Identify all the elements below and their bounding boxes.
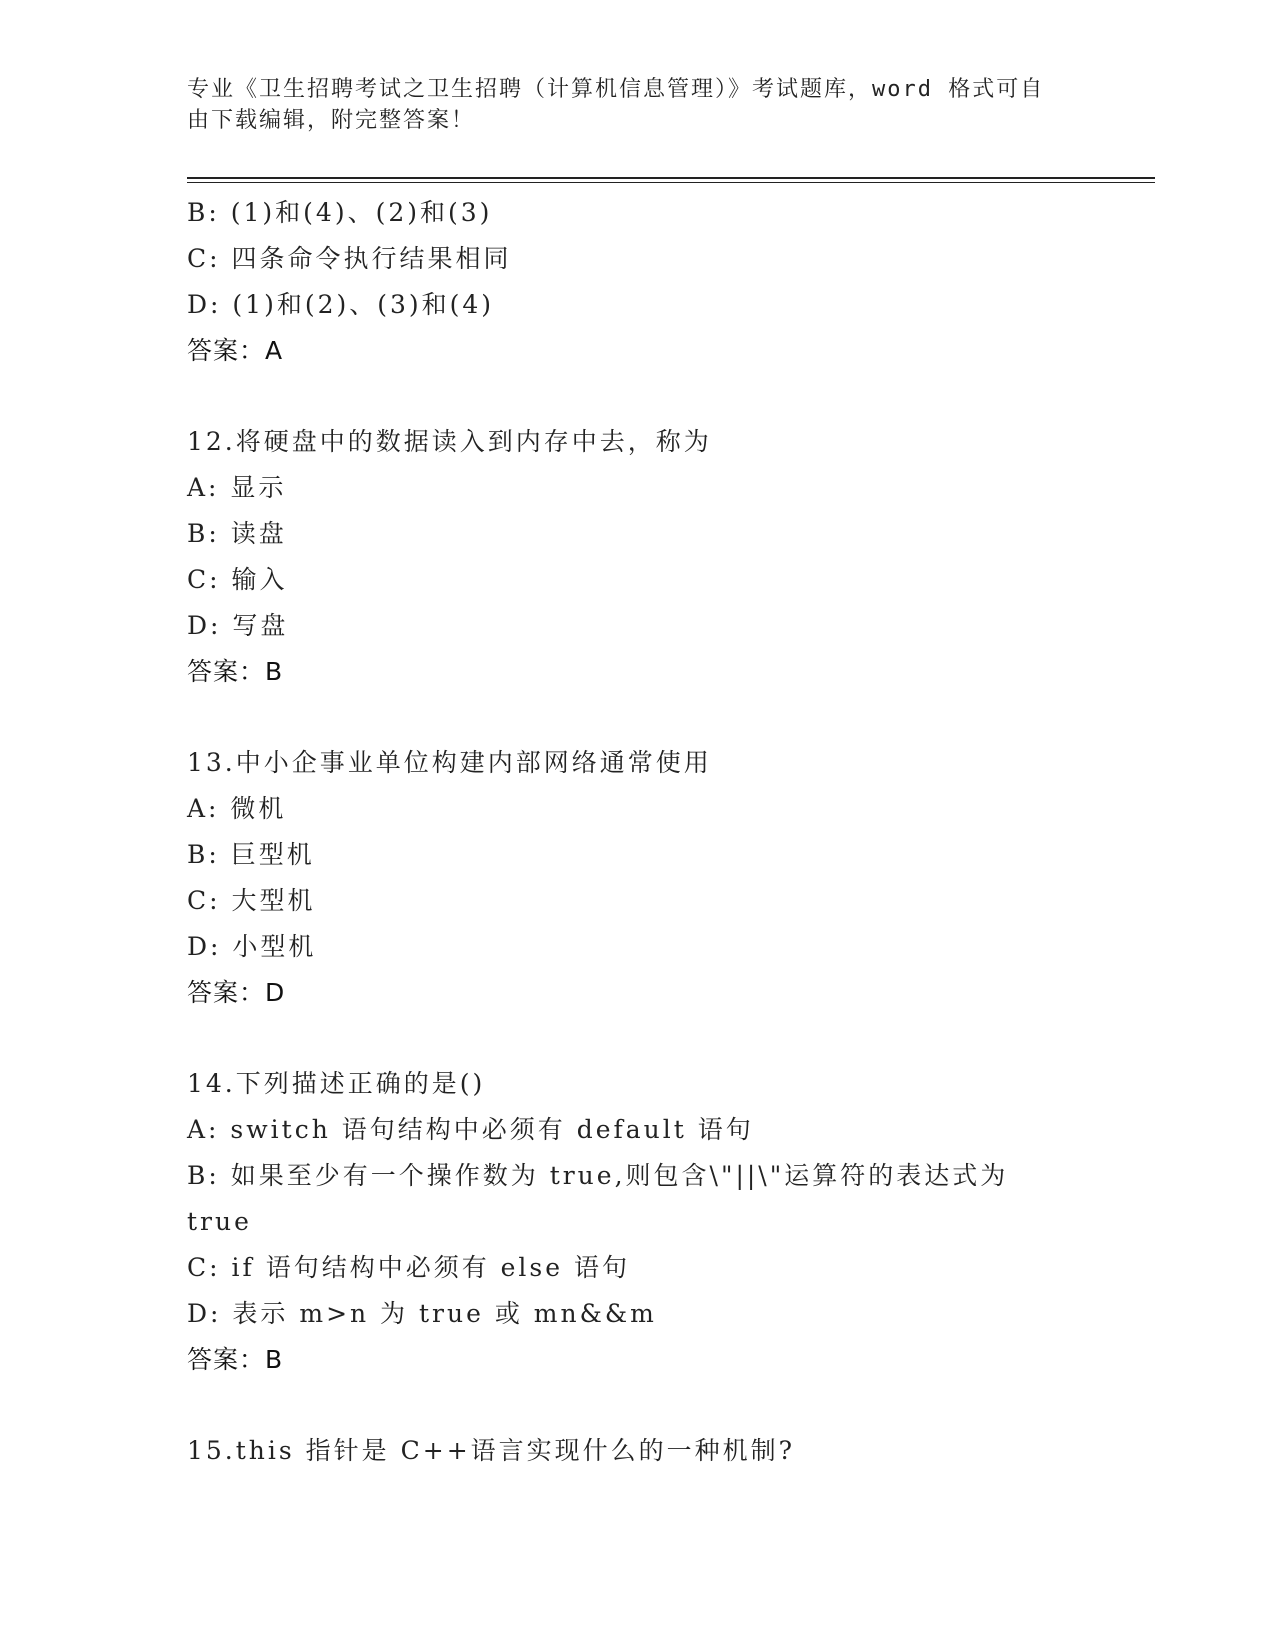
question-15 <box>187 1428 1087 1474</box>
q14-option-b-line-1: B: 如果至少有一个操作数为 true,则包含\"||\"运算符的表达式为 <box>187 1161 1009 1190</box>
q12-option-b: B: 读盘 <box>187 519 287 548</box>
q13-option-a: A: 微机 <box>187 794 287 823</box>
q11-option-c: C: 四条命令执行结果相同 <box>187 244 512 273</box>
q12-option-d: D: 写盘 <box>187 611 289 640</box>
q14-option-b-line-2: true <box>187 1207 252 1236</box>
q14-option-a: A: switch 语句结构中必须有 default 语句 <box>187 1115 754 1144</box>
q14-option-c: C: if 语句结构中必须有 else 语句 <box>187 1253 631 1282</box>
q13-option-c: C: 大型机 <box>187 886 316 915</box>
q12-question: 12.将硬盘中的数据读入到内存中去，称为 <box>187 427 712 456</box>
header-line-2: 由下载编辑，附完整答案！ <box>187 108 476 133</box>
spacer <box>187 1016 1087 1061</box>
q13-option-b: B: 巨型机 <box>187 840 315 869</box>
header-line-1: 专业《卫生招聘考试之卫生招聘（计算机信息管理）》考试题库，word 格式可自 <box>187 77 1045 102</box>
q12-option-a: A: 显示 <box>187 473 287 502</box>
spacer <box>187 1383 1087 1428</box>
q14-question: 14.下列描述正确的是() <box>187 1069 486 1098</box>
spacer <box>187 374 1087 419</box>
header-rule-thin <box>187 182 1155 183</box>
q14-option-d: D: 表示 m>n 为 true 或 mn&&m <box>187 1299 657 1328</box>
exam-content <box>187 190 1087 1474</box>
header-rule-thick <box>187 177 1155 179</box>
q12-option-c: C: 输入 <box>187 565 288 594</box>
q11-answer: 答案：A <box>187 336 284 365</box>
q11-option-d: D: (1)和(2)、(3)和(4) <box>187 290 495 319</box>
question-13 <box>187 740 1087 1016</box>
question-14 <box>187 1061 1087 1383</box>
q13-option-d: D: 小型机 <box>187 932 317 961</box>
q12-answer: 答案：B <box>187 657 284 686</box>
document-header <box>187 74 1067 136</box>
spacer <box>187 695 1087 740</box>
question-11-tail <box>187 190 1087 374</box>
q13-answer: 答案：D <box>187 978 286 1007</box>
question-12 <box>187 419 1087 695</box>
q11-option-b: B: (1)和(4)、(2)和(3) <box>187 198 493 227</box>
q15-question: 15.this 指针是 C++语言实现什么的一种机制? <box>187 1436 796 1465</box>
q13-question: 13.中小企事业单位构建内部网络通常使用 <box>187 748 712 777</box>
q14-answer: 答案：B <box>187 1345 284 1374</box>
